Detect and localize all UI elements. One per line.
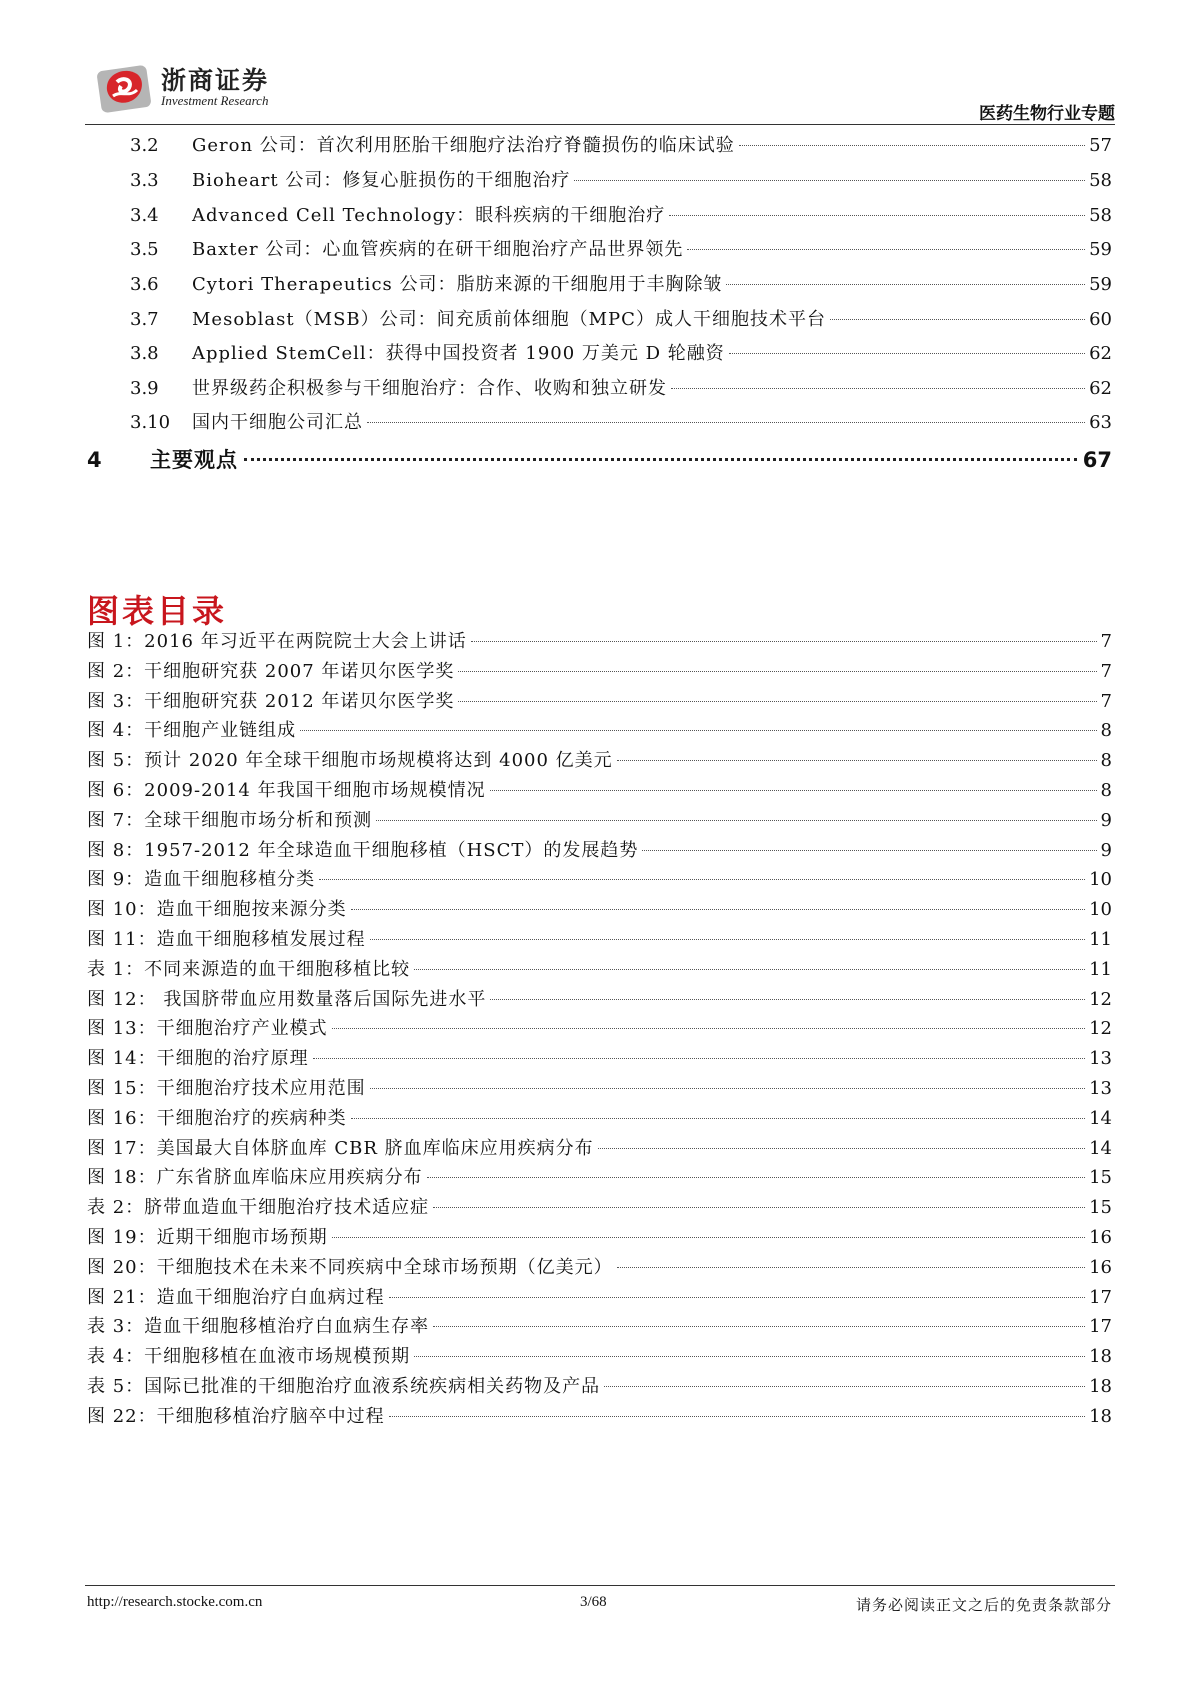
figure-entry-page: 11 <box>1089 958 1112 980</box>
figure-entry-title: 表 1：不同来源造的血干细胞移植比较 <box>87 958 411 980</box>
toc-entry[interactable] <box>0 306 1190 334</box>
figure-entry-page: 7 <box>1100 660 1112 682</box>
figure-entry-title: 图 11：造血干细胞移植发展过程 <box>87 929 366 950</box>
zheshang-logo-icon <box>95 60 155 116</box>
report-category-title: 医药生物行业专题 <box>979 104 1115 124</box>
toc-entry-title: Baxter 公司：心血管疾病的在研干细胞治疗产品世界领先 <box>192 239 684 260</box>
toc-entry-title: 国内干细胞公司汇总 <box>192 412 363 433</box>
toc-entry[interactable] <box>0 375 1190 403</box>
toc-entry-page: 63 <box>1089 412 1112 433</box>
figure-entry[interactable] <box>87 895 1112 925</box>
toc-entry-page: 58 <box>1089 205 1112 226</box>
dot-leader <box>389 1297 1085 1298</box>
figure-entry-title: 图 4：干细胞产业链组成 <box>87 720 297 742</box>
figure-entry-title: 图 18：广东省脐血库临床应用疾病分布 <box>87 1167 423 1189</box>
dot-leader <box>376 820 1096 821</box>
figure-entry[interactable] <box>87 657 1112 687</box>
toc-entry-title: Mesoblast（MSB）公司：间充质前体细胞（MPC）成人干细胞技术平台 <box>192 309 826 330</box>
toc-main-page: 67 <box>1082 448 1112 472</box>
figure-entry-title: 图 13：干细胞治疗产业模式 <box>87 1018 328 1040</box>
figure-entry[interactable] <box>87 1193 1112 1223</box>
figure-entry-page: 18 <box>1089 1376 1112 1397</box>
figure-entry[interactable] <box>87 1283 1112 1313</box>
figure-entry-page: 13 <box>1089 1048 1112 1070</box>
page-header <box>85 55 1115 125</box>
toc-entry-page: 59 <box>1089 239 1112 260</box>
dot-leader <box>458 671 1096 672</box>
dot-leader <box>433 1326 1085 1327</box>
figure-entry-title: 图 7：全球干细胞市场分析和预测 <box>87 809 373 831</box>
brand-name-en: Investment Research <box>161 93 269 108</box>
figure-entry[interactable] <box>87 925 1112 955</box>
dot-leader <box>332 1028 1085 1029</box>
figure-entry-page: 16 <box>1089 1256 1112 1278</box>
figure-entry-page: 7 <box>1100 690 1112 712</box>
dot-leader <box>367 422 1085 423</box>
figure-entry[interactable] <box>87 746 1112 776</box>
dot-leader <box>604 1386 1085 1387</box>
figure-entry-title: 图 6：2009-2014 年我国干细胞市场规模情况 <box>87 780 486 801</box>
figure-entry[interactable] <box>87 716 1112 746</box>
figure-entry-page: 9 <box>1100 839 1112 861</box>
toc-entry-number: 3.3 <box>130 170 159 191</box>
toc-main-title: 主要观点 <box>150 448 238 472</box>
toc-entry-page: 60 <box>1089 309 1112 330</box>
toc-entry-page: 62 <box>1089 378 1112 399</box>
figure-entry[interactable] <box>87 1253 1112 1283</box>
toc-entry-page: 57 <box>1089 135 1112 156</box>
toc-entry-number: 3.4 <box>130 205 159 226</box>
dot-leader <box>669 215 1085 216</box>
figure-entry[interactable] <box>87 687 1112 717</box>
toc-entry[interactable] <box>0 202 1190 230</box>
figure-entry[interactable] <box>87 1104 1112 1134</box>
figure-entry-title: 图 15：干细胞治疗技术应用范围 <box>87 1078 366 1099</box>
dot-leader <box>370 1088 1085 1089</box>
dot-leader <box>490 790 1097 791</box>
toc-entry-number: 3.6 <box>130 274 159 295</box>
toc-entry-number: 3.7 <box>130 309 159 330</box>
figure-entry-page: 15 <box>1089 1197 1112 1219</box>
figure-entry-page: 17 <box>1089 1316 1112 1338</box>
figure-entry-page: 18 <box>1089 1346 1112 1368</box>
figure-entry-title: 表 2：脐带血造血干细胞治疗技术适应症 <box>87 1197 430 1219</box>
toc-entry-title: 世界级药企积极参与干细胞治疗：合作、收购和独立研发 <box>192 378 667 399</box>
figure-entry-title: 图 14：干细胞的治疗原理 <box>87 1048 309 1070</box>
figure-entry-page: 15 <box>1089 1167 1112 1189</box>
dot-leader <box>617 760 1097 761</box>
figure-entry[interactable] <box>87 1074 1112 1104</box>
dot-leader <box>642 850 1096 851</box>
dot-leader <box>414 1356 1085 1357</box>
dot-leader <box>427 1177 1085 1178</box>
figure-entry-title: 图 10：造血干细胞按来源分类 <box>87 899 347 921</box>
figure-entry-page: 8 <box>1100 780 1112 801</box>
dot-leader <box>319 879 1085 880</box>
toc-entry[interactable] <box>0 271 1190 299</box>
figure-entry-page: 14 <box>1089 1137 1112 1159</box>
dot-leader <box>729 353 1085 354</box>
figure-entry-title: 图 21：造血干细胞治疗白血病过程 <box>87 1286 385 1308</box>
toc-entry-number: 3.8 <box>130 343 159 364</box>
figure-entry-title: 图 20：干细胞技术在未来不同疾病中全球市场预期（亿美元） <box>87 1256 613 1278</box>
toc-entry-title: Advanced Cell Technology：眼科疾病的干细胞治疗 <box>192 205 666 226</box>
figure-entry-page: 7 <box>1100 631 1112 652</box>
figure-entry[interactable] <box>87 627 1112 657</box>
figure-entry-page: 17 <box>1089 1286 1112 1308</box>
dot-leader <box>490 999 1085 1000</box>
figure-entry-title: 图 5：预计 2020 年全球干细胞市场规模将达到 4000 亿美元 <box>87 750 613 772</box>
toc-entry-number: 3.9 <box>130 378 159 399</box>
toc-main-section[interactable] <box>0 444 1190 476</box>
figure-entry[interactable] <box>87 806 1112 836</box>
figure-entry[interactable] <box>87 1342 1112 1372</box>
figure-entry-title: 图 3：干细胞研究获 2012 年诺贝尔医学奖 <box>87 690 455 712</box>
toc-entry-title: Cytori Therapeutics 公司：脂肪来源的干细胞用于丰胸除皱 <box>192 274 723 295</box>
figure-entry-page: 10 <box>1089 869 1112 891</box>
dot-leader <box>433 1207 1085 1208</box>
dot-leader <box>370 939 1085 940</box>
dot-leader <box>687 249 1085 250</box>
dot-leader <box>244 458 1077 461</box>
dot-leader <box>671 388 1085 389</box>
figure-entry-title: 图 22：干细胞移植治疗脑卒中过程 <box>87 1405 385 1427</box>
toc-main-number: 4 <box>87 448 102 472</box>
dot-leader <box>313 1058 1085 1059</box>
dot-leader <box>351 909 1085 910</box>
figure-entry[interactable] <box>87 985 1112 1015</box>
toc-entry-page: 59 <box>1089 274 1112 295</box>
figure-entry-page: 8 <box>1100 720 1112 742</box>
toc-entry[interactable] <box>0 409 1190 437</box>
figure-entry[interactable] <box>87 1134 1112 1164</box>
toc-entry-title: Bioheart 公司：修复心脏损伤的干细胞治疗 <box>192 170 571 191</box>
toc-entry[interactable] <box>0 340 1190 368</box>
figure-entry-title: 图 16：干细胞治疗的疾病种类 <box>87 1107 347 1129</box>
figure-entry-title: 图 12： 我国脐带血应用数量落后国际先进水平 <box>87 988 487 1010</box>
figure-entry-page: 12 <box>1089 1018 1112 1040</box>
figure-entry[interactable] <box>87 1163 1112 1193</box>
figure-entry[interactable] <box>87 955 1112 985</box>
figure-entry-title: 图 1：2016 年习近平在两院院士大会上讲话 <box>87 631 467 652</box>
figure-entry-page: 10 <box>1089 899 1112 921</box>
dot-leader <box>598 1148 1085 1149</box>
dot-leader <box>617 1267 1085 1268</box>
toc-entry-number: 3.5 <box>130 239 159 260</box>
figure-entry-title: 表 4：干细胞移植在血液市场规模预期 <box>87 1346 411 1368</box>
figure-entry[interactable] <box>87 776 1112 806</box>
figure-entry[interactable] <box>87 1014 1112 1044</box>
disclaimer-note: 请务必阅读正文之后的免责条款部分 <box>855 1596 1112 1614</box>
dot-leader <box>739 145 1085 146</box>
figure-entry-page: 12 <box>1089 988 1112 1010</box>
figures-heading: 图表目录 <box>87 592 228 630</box>
toc-entry-number: 3.10 <box>130 412 171 433</box>
toc-entry-page: 58 <box>1089 170 1112 191</box>
footer-divider <box>85 1585 1115 1586</box>
toc-entry[interactable] <box>0 236 1190 264</box>
figure-entry-page: 9 <box>1100 809 1112 831</box>
figure-entry-title: 图 19：近期干细胞市场预期 <box>87 1227 328 1248</box>
dot-leader <box>726 284 1085 285</box>
dot-leader <box>332 1237 1085 1238</box>
toc-entry[interactable] <box>0 132 1190 160</box>
figure-entry-page: 13 <box>1089 1078 1112 1099</box>
figure-entry-page: 16 <box>1089 1227 1112 1248</box>
toc-entry-number: 3.2 <box>130 135 159 156</box>
dot-leader <box>830 319 1085 320</box>
dot-leader <box>471 641 1097 642</box>
figure-entry[interactable] <box>87 865 1112 895</box>
figure-entry[interactable] <box>87 836 1112 866</box>
figure-entry-title: 图 9：造血干细胞移植分类 <box>87 869 316 891</box>
figure-entry-title: 表 5：国际已批准的干细胞治疗血液系统疾病相关药物及产品 <box>87 1376 601 1397</box>
dot-leader <box>458 701 1096 702</box>
dot-leader <box>574 180 1085 181</box>
figure-entry-title: 图 17：美国最大自体脐血库 CBR 脐血库临床应用疾病分布 <box>87 1137 594 1159</box>
figure-entry[interactable] <box>87 1223 1112 1253</box>
toc-entry-title: Applied StemCell：获得中国投资者 1900 万美元 D 轮融资 <box>192 343 725 364</box>
toc-entry-page: 62 <box>1089 343 1112 364</box>
page-number: 3/68 <box>580 1594 607 1610</box>
figure-entry[interactable] <box>87 1372 1112 1402</box>
figure-entry-page: 14 <box>1089 1107 1112 1129</box>
figure-entry-page: 11 <box>1089 929 1112 950</box>
toc-entry[interactable] <box>0 167 1190 195</box>
figure-entry-page: 8 <box>1100 750 1112 772</box>
dot-leader <box>300 730 1096 731</box>
brand-name-cn: 浙商证券 <box>161 66 270 95</box>
figure-entry[interactable] <box>87 1044 1112 1074</box>
figure-entry-title: 表 3：造血干细胞移植治疗白血病生存率 <box>87 1316 430 1338</box>
footer-url[interactable]: http://research.stocke.com.cn <box>87 1594 263 1610</box>
figure-entry-page: 18 <box>1089 1405 1112 1427</box>
figure-entry-title: 图 8：1957-2012 年全球造血干细胞移植（HSCT）的发展趋势 <box>87 839 639 861</box>
dot-leader <box>351 1118 1085 1119</box>
header-divider <box>85 124 1115 125</box>
dot-leader <box>414 969 1085 970</box>
figure-entry-title: 图 2：干细胞研究获 2007 年诺贝尔医学奖 <box>87 660 455 682</box>
figure-entry[interactable] <box>87 1312 1112 1342</box>
dot-leader <box>389 1416 1085 1417</box>
toc-entry-title: Geron 公司：首次利用胚胎干细胞疗法治疗脊髓损伤的临床试验 <box>192 135 735 156</box>
figure-entry[interactable] <box>87 1402 1112 1432</box>
